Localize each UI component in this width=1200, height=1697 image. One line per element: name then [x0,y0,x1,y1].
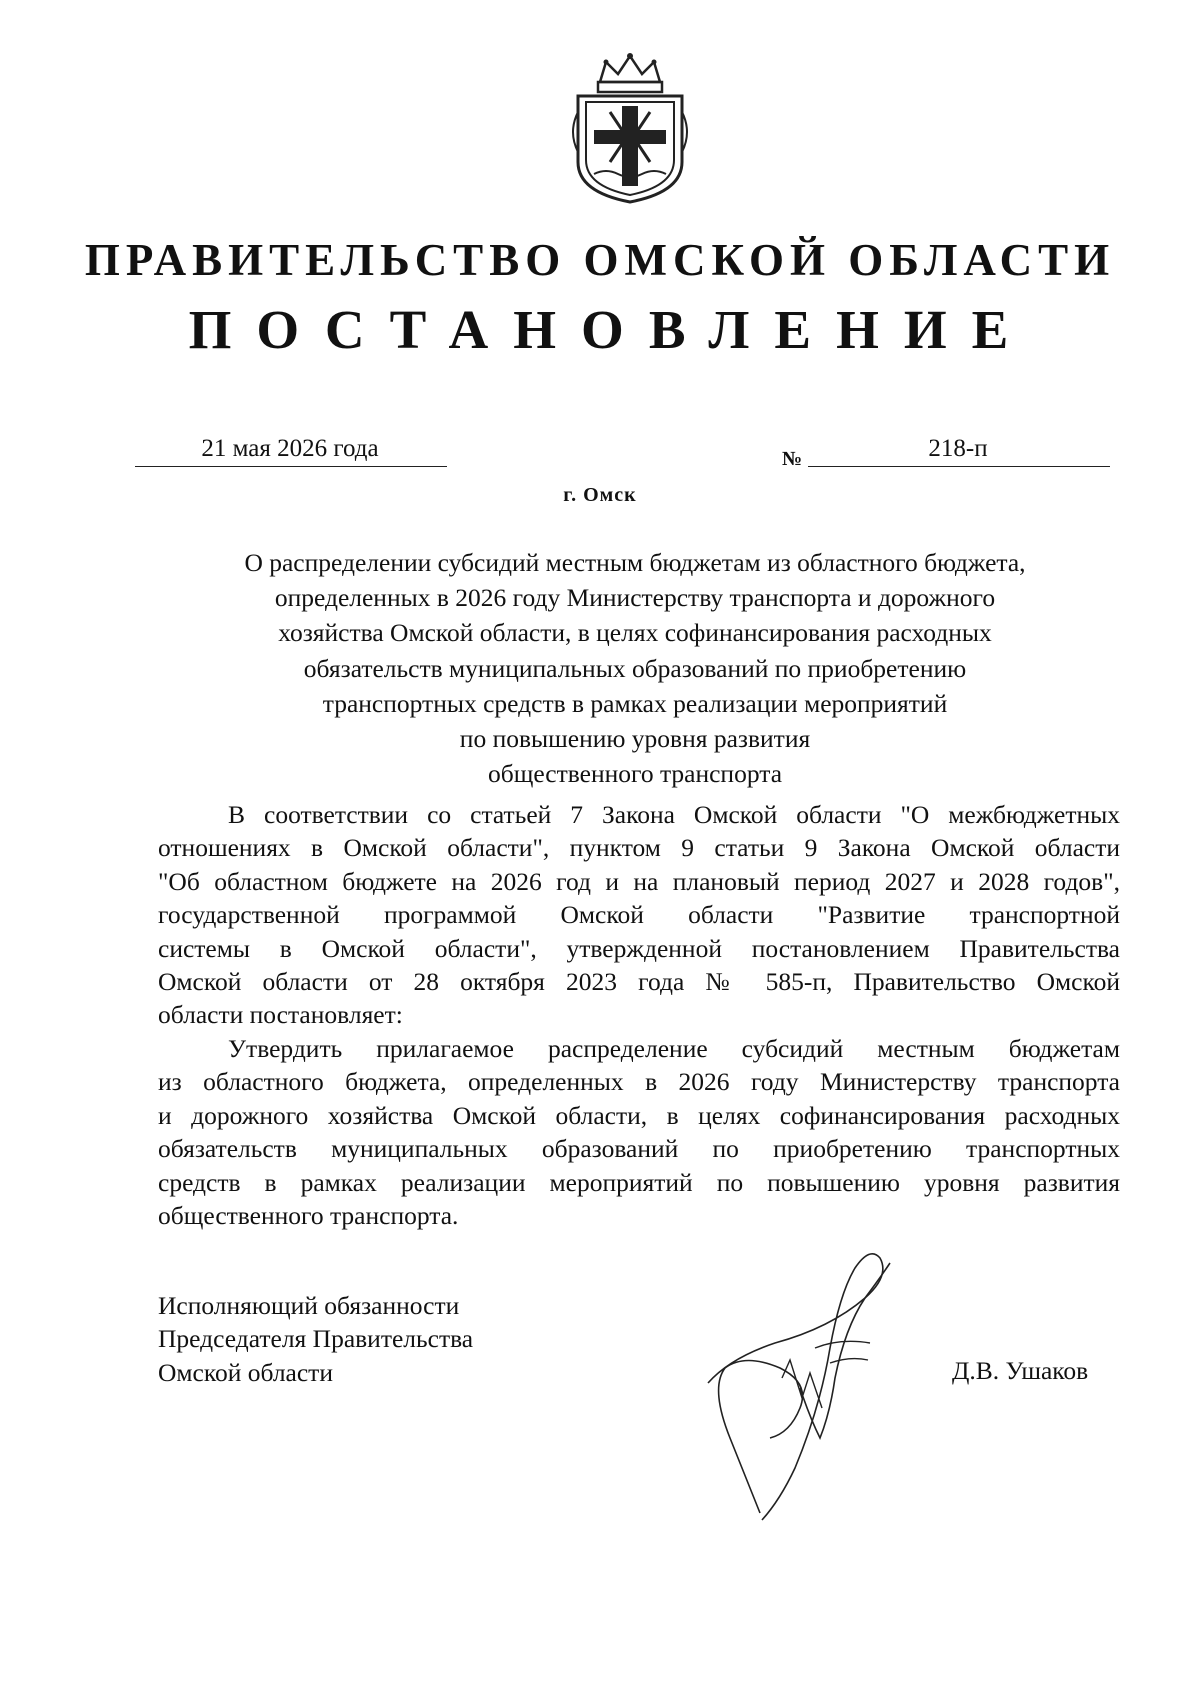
title-line: О распределении субсидий местным бюджетам из областного бюджета, [244,548,1026,577]
paragraph-line: области постановляет: [158,1000,403,1030]
signer-position [158,1289,473,1389]
government-name: ПРАВИТЕЛЬСТВО ОМСКОЙ ОБЛАСТИ [84,235,1116,285]
title-line: по повышению уровня развития [459,724,811,754]
document-title [150,545,1120,791]
paragraph-line: и дорожного хозяйства Омской области, в целях софинансирования расходных [158,1100,1120,1130]
decree-number: 218-п [928,435,988,462]
paragraph-line: Омской области от 28 октября 2023 года № 585-п, Правительство Омской [158,966,1120,996]
coat-of-arms-icon [570,52,690,204]
position-line: Исполняющий обязанности [158,1291,460,1320]
position-line: Председателя Правительства [158,1324,474,1354]
title-line: обязательств муниципальных образований по приобретению [303,653,967,683]
preamble-paragraph [158,798,1120,1032]
paragraph-line: "Об областном бюджете на 2026 год и на плановый период 2027 и 2028 годов", [158,866,1120,896]
paragraph-line: В соответствии со статьей 7 Закона Омской области "О межбюджетных [228,800,1120,829]
handwritten-signature-icon [690,1238,990,1538]
paragraph-line: государственной программой Омской области "Развитие транспортной [158,900,1120,930]
city-name: г. Омск [563,484,637,506]
title-line: транспортных средств в рамках реализации мероприятий [322,688,948,718]
paragraph-line: из областного бюджета, определенных в 2026 году Министерству транспорта [158,1067,1120,1097]
paragraph-line: общественного транспорта. [158,1200,459,1230]
title-line: общественного транспорта [487,759,783,789]
number-sign: № [782,448,803,470]
title-line: определенных в 2026 году Министерству транспорта и дорожного [274,583,996,613]
paragraph-line: обязательств муниципальных образований по приобретению транспортных [158,1134,1120,1164]
number-underline [808,466,1110,467]
decree-date: 21 мая 2026 года [201,435,379,462]
date-underline [135,466,447,467]
document-type-title: ПОСТАНОВЛЕНИЕ [188,299,1034,360]
title-line: хозяйства Омской области, в целях софинансирования расходных [278,618,992,648]
paragraph-line: отношениях в Омской области", пунктом 9 статьи 9 Закона Омской области [158,833,1120,863]
signer-name: Д.В. Ушаков [952,1356,1089,1385]
paragraph-line: системы в Омской области", утвержденной постановлением Правительства [158,933,1120,963]
paragraph-line: средств в рамках реализации мероприятий по повышению уровня развития [158,1167,1120,1197]
resolution-paragraph [158,1032,1120,1232]
position-line: Омской области [158,1357,333,1387]
paragraph-line: Утвердить прилагаемое распределение субсидий местным бюджетам [228,1034,1120,1063]
